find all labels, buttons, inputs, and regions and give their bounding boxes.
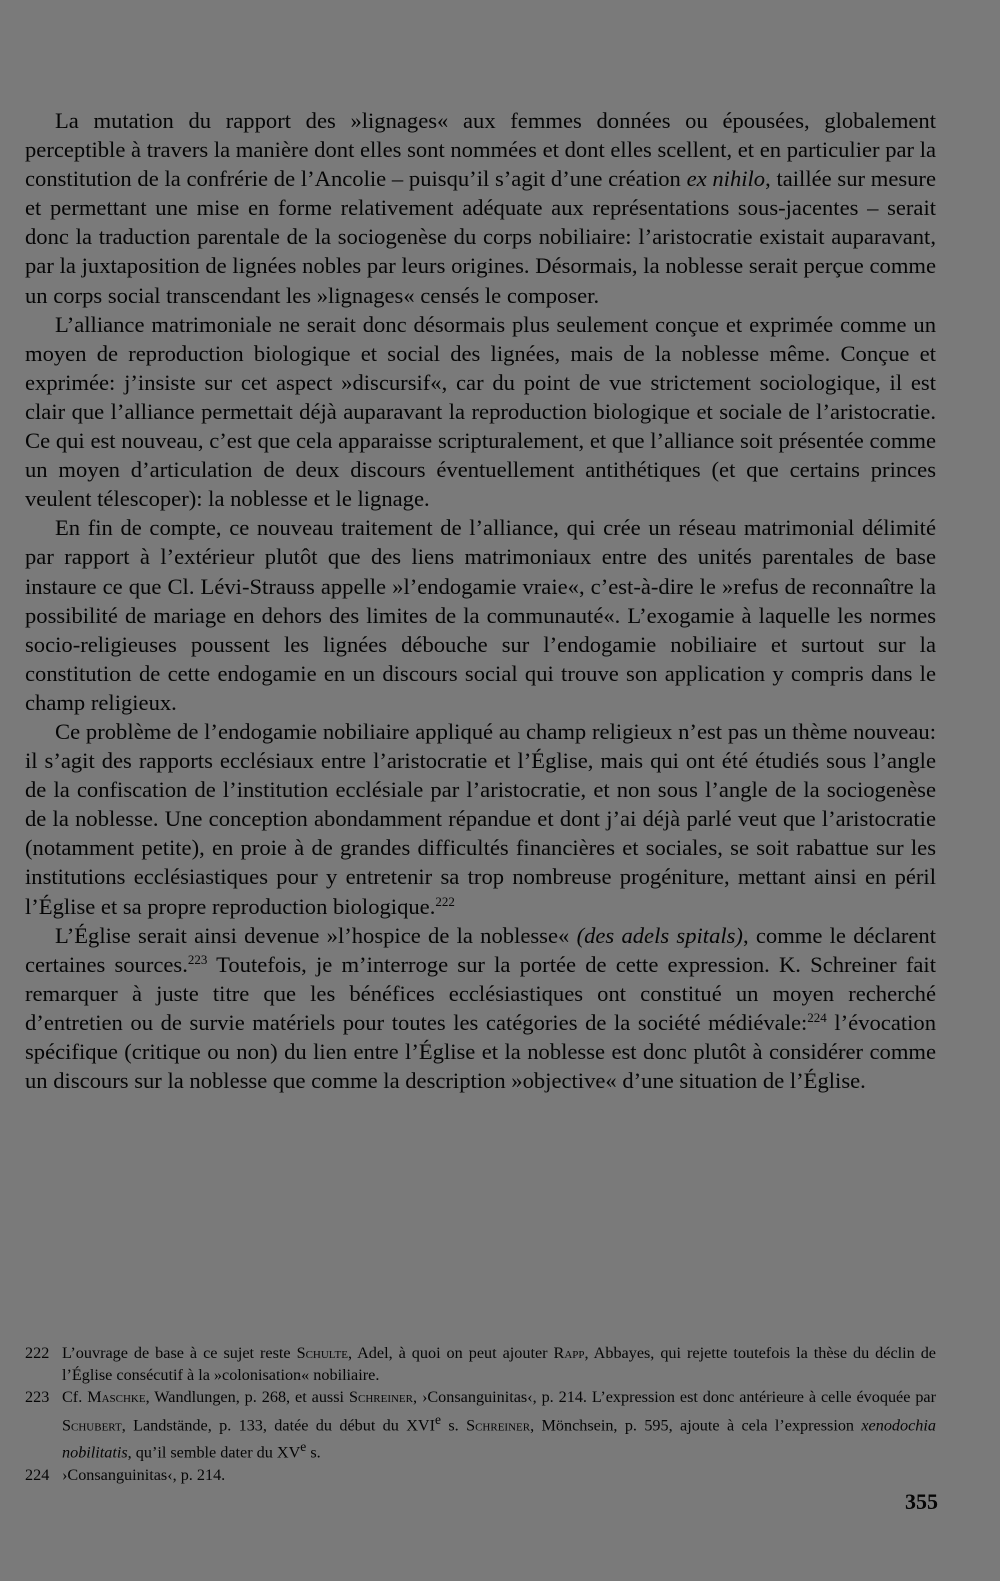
author-name: Schubert: [62, 1416, 122, 1434]
author-name: Schreiner: [348, 1388, 413, 1407]
body-text: [25, 106, 936, 1095]
footnote-ref-224[interactable]: 224: [807, 1009, 827, 1025]
page-number: 355: [905, 1489, 938, 1514]
footnote-number: 222: [25, 1344, 50, 1362]
superscript: e: [435, 1411, 441, 1427]
paragraph-5-text-cont: , comme le déclarent certaines sources.: [25, 922, 937, 977]
italic-term: (des adels spitals): [576, 922, 743, 948]
footnote-text: , qu’il semble dater du XV: [127, 1443, 301, 1462]
footnote-text: , Abbayes, qui rejette toutefois la thèse du déclin de l’Église consécutif à la »colonisation« nobiliaire.: [62, 1344, 936, 1385]
footnote-text: , Adel, à quoi on peut ajouter: [347, 1344, 554, 1362]
paragraph-5: [25, 921, 936, 1096]
paragraph-5-text-end: l’évocation spécifique (critique ou non) du lien entre l’Église et la noblesse est donc plutôt à considérer comme un discours sur la noblesse que comme la description »objective« d’une situation de l’Église.: [25, 1009, 937, 1094]
footnote-text: L’ouvrage de base à ce sujet reste: [62, 1344, 297, 1362]
footnote-ref-223[interactable]: 223: [187, 951, 208, 967]
paragraph-1-text-cont: , taillée sur mesure et permettant une mise en forme relativement adéquate aux représentations sous-jacentes – serait donc la traduction parentale de la sociogenèse du corps nobiliaire: l’aristocratie existait auparavant, par la juxtaposition de lignées nobles par leurs origines. Désormais, la noblesse serait perçue comme un corps social transcendant les »lignages« censés le composer.: [25, 166, 936, 308]
italic-term: ex nihilo: [686, 166, 766, 192]
footnote-number: 224: [25, 1465, 50, 1484]
footnote-text: ›Consanguinitas‹, p. 214.: [62, 1465, 226, 1484]
footnotes: [25, 1342, 936, 1486]
author-name: Schulte: [296, 1344, 348, 1362]
footnote-text: Cf.: [62, 1388, 88, 1407]
superscript: e: [300, 1439, 307, 1455]
footnote-text: , Mönchsein, p. 595, ajoute à cela l’expression: [530, 1416, 862, 1434]
footnote-223: [25, 1386, 936, 1463]
italic-term: xenodochia nobilitatis: [62, 1416, 936, 1462]
footnote-number: 223: [25, 1388, 50, 1407]
footnote-text: s.: [306, 1443, 321, 1462]
footnote-text: , Wandlungen, p. 268, et aussi: [145, 1388, 349, 1407]
paragraph-2: L’alliance matrimoniale ne serait donc désormais plus seulement conçue et exprimée comme un moyen de reproduction biologique et social des lignées, mais de la noblesse même. Conçue et exprimée: j’insiste sur cet aspect »discursif«, car du point de vue strictement sociologique, il est clair que l’alliance permettait déjà auparavant la reproduction biologique et sociale de l’aristocratie. Ce qui est nouveau, c’est que cela apparaisse scripturalement, et que l’alliance soit présentée comme un moyen d’articulation de deux discours éventuellement antithétiques (et que certains princes veulent télescoper): la noblesse et le lignage.: [25, 311, 936, 512]
paragraph-5-text-cont2: Toutefois, je m’interroge sur la portée de cette expression. K. Schreiner fait remarquer à juste titre que les bénéfices ecclésiastiques ont constitué un moyen recherché d’entretien ou de survie matériels pour toutes les catégories de la société médiévale:: [25, 951, 936, 1035]
paragraph-4-text: Ce problème de l’endogamie nobiliaire appliqué au champ religieux n’est pas un thème nouveau: il s’agit des rapports ecclésiaux entre l’aristocratie et l’Église, mais qui ont été étudiés sous l’angle de la confiscation de l’institution ecclésiale par l’aristocratie, et non sous l’angle de la sociogenèse de la noblesse. Une conception abondamment répandue et dont j’ai déjà parlé veut que l’aristocratie (notamment petite), en proie à de grandes difficultés financières et sociales, se soit rabattue sur les institutions ecclésiastiques pour y entretenir sa trop nombreuse progéniture, mettant ainsi en péril l’Église et sa propre reproduction biologique.: [25, 718, 936, 919]
footnote-222: [25, 1342, 936, 1386]
paragraph-3: En fin de compte, ce nouveau traitement de l’alliance, qui crée un réseau matrimonial délimité par rapport à l’extérieur plutôt que des liens matrimoniaux entre des unités parentales de base instaure ce que Cl. Lévi-Strauss appelle »l’endogamie vraie«, c’est-à-dire le »refus de reconnaître la possibilité de mariage en dehors des limites de la communauté«. L’exogamie à laquelle les normes socio-religieuses poussent les lignées débouche sur l’endogamie nobiliaire et surtout sur la constitution de cette endogamie en un discours social qui trouve son application y compris dans le champ religieux.: [25, 515, 936, 715]
footnote-ref-222[interactable]: 222: [435, 893, 455, 909]
author-name: Maschke: [87, 1388, 146, 1407]
footnote-text: , Landstände, p. 133, datée du début du XVI: [121, 1416, 435, 1434]
paragraph-4: [25, 717, 936, 921]
author-name: Rapp: [553, 1344, 585, 1362]
paragraph-1: [25, 106, 936, 310]
footnote-text: , ›Consanguinitas‹, p. 214. L’expression est donc antérieure à celle évoquée par: [413, 1388, 937, 1407]
paragraph-5-text: L’Église serait ainsi devenue »l’hospice de la noblesse«: [55, 922, 577, 948]
footnote-text: s.: [441, 1416, 467, 1434]
footnote-224: [25, 1464, 936, 1486]
paragraph-1-text: La mutation du rapport des »lignages« aux femmes données ou épousées, globalement perceptible à travers la manière dont elles sont nommées et dont elles scellent, et en particulier par la constitution de la confrérie de l’Ancolie – puisqu’il s’agit d’une création: [25, 108, 936, 192]
author-name: Schreiner: [466, 1416, 531, 1434]
